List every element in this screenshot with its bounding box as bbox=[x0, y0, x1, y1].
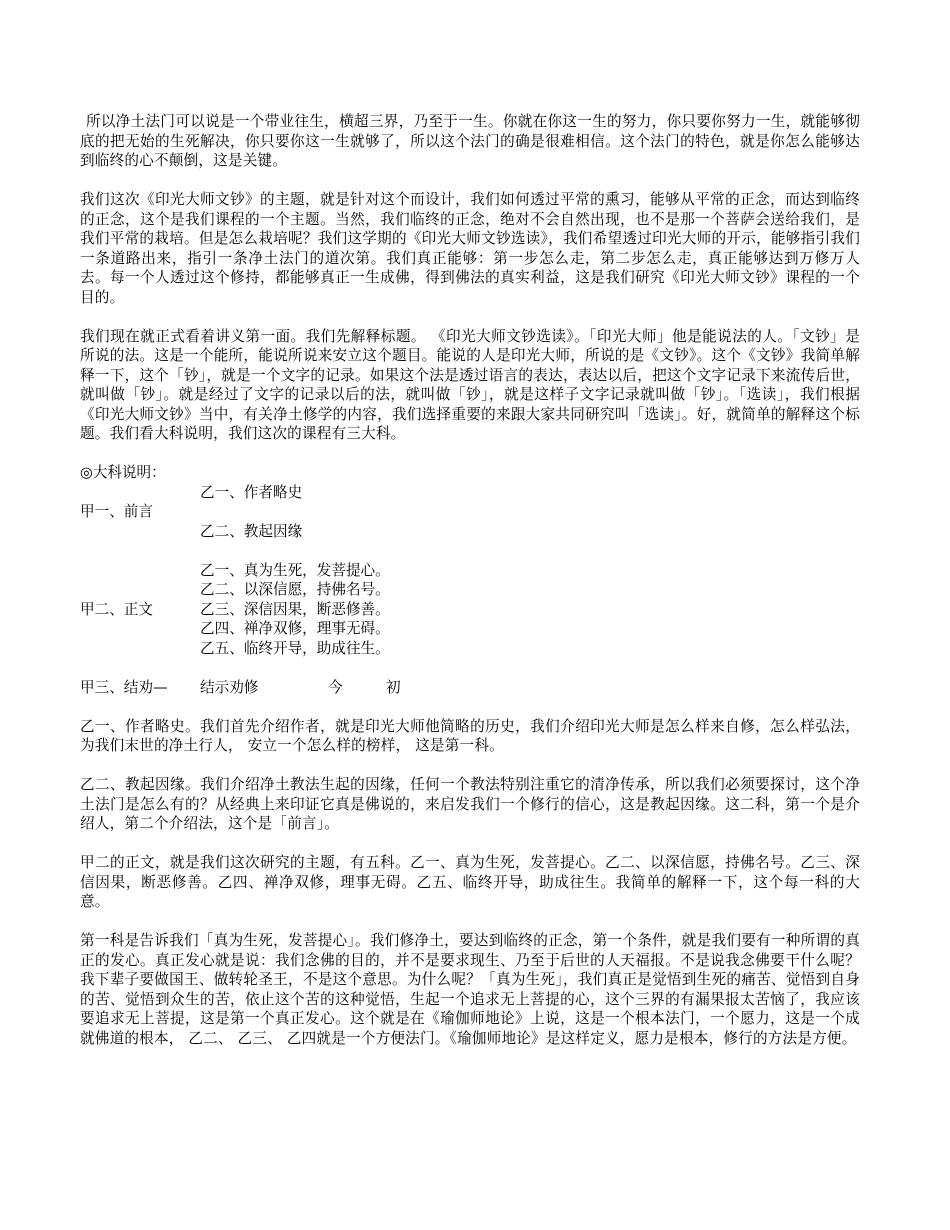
course-outline bbox=[80, 463, 860, 717]
paragraph-3: 我们现在就正式看着讲义第一面。我们先解释标题。 《印光大师文钞选读》。「印光大师」他是能说法的人。「文钞」是所说的法。这是一个能所，能说所说来安立这个题目。能说的人是印光大师，所说的是《文钞》。这个《文钞》我简单解释一下，这个「钞」，就是一个文字的记录。如果这个法是透过语言的表达，表达以后，把这个文字记录下来流传后世，就叫做「钞」。就是经过了文字的记录以后的法，就叫做「钞」，就是这样子文字记录就叫做「钞」。「选读」，我们根据《印光大师文钞》当中，有关净土修学的内容，我们选择重要的来跟大家共同研究叫「选读」。好，就简单的解释这个标题。我们看大科说明，我们这次的课程有三大科。 bbox=[80, 327, 860, 442]
outline-heading: ◎大科说明： bbox=[80, 464, 166, 481]
outline-item: 乙一、真为生死，发菩提心。 bbox=[200, 561, 390, 579]
outline-item: 乙五、临终开导，助成往生。 bbox=[200, 639, 390, 657]
outline-section-label: 甲三、结劝— bbox=[80, 678, 168, 696]
paragraph-1: 所以净土法门可以说是一个带业往生，横超三界，乃至于一生。你就在你这一生的努力，你只要你努力一生，就能够彻底的把无始的生死解决，你只要你这一生就够了，所以这个法门的确是很难相信。这个法门的特色，就是你怎么能够达到临终的心不颠倒，这是关键。 bbox=[80, 113, 860, 169]
outline-marker: 今 bbox=[328, 678, 343, 696]
outline-marker: 初 bbox=[386, 678, 401, 696]
paragraph-5: 乙二、教起因缘。我们介绍净土教法生起的因缘，任何一个教法特别注重它的清净传承，所以我们必须要探讨，这个净土法门是怎么有的？从经典上来印证它真是佛说的，来启发我们一个修行的信心，这是教起因缘。这二科，第一个是介绍人，第二个介绍法，这个是「前言」。 bbox=[80, 776, 860, 832]
document-page bbox=[80, 112, 860, 1048]
paragraph-7: 第一科是告诉我们「真为生死，发菩提心」。我们修净土，要达到临终的正念，第一个条件，就是我们要有一种所谓的真正的发心。真正发心就是说：我们念佛的目的，并不是要求现生、乃至于后世的人天福报。不是说我念佛要干什么呢？我下辈子要做国王、做转轮圣王，不是这个意思。为什么呢？「真为生死」，我们真正是觉悟到生死的痛苦、觉悟到自身的苦、觉悟到众生的苦，依止这个苦的这种觉悟，生起一个追求无上菩提的心，这个三界的有漏果报太苦恼了，我应该要追求无上菩提，这是第一个真正发心。这个就是在《瑜伽师地论》上说，这是一个根本法门，一个愿力，这是一个成就佛道的根本， 乙二、 乙三、 乙四就是一个方便法门。《瑜伽师地论》是这样定义，愿力是根本，修行的方法是方便。 bbox=[80, 932, 860, 1047]
outline-item: 乙四、禅净双修，理事无碍。 bbox=[200, 620, 390, 637]
outline-item: 结示劝修 bbox=[200, 678, 259, 696]
outline-item: 乙二、教起因缘 bbox=[200, 522, 303, 540]
outline-item: 乙三、深信因果，断恶修善。 bbox=[200, 600, 390, 618]
outline-section-label: 甲二、正文 bbox=[80, 600, 153, 618]
outline-section-label: 甲一、前言 bbox=[80, 503, 153, 520]
outline-item: 乙二、以深信愿，持佛名号。 bbox=[200, 581, 390, 598]
paragraph-2: 我们这次《印光大师文钞》的主题，就是针对这个而设计，我们如何透过平常的熏习，能够从平常的正念，而达到临终的正念，这个是我们课程的一个主题。当然，我们临终的正念，绝对不会自然出现，也不是那一个菩萨会送给我们，是我们平常的栽培。但是怎么栽培呢？我们这学期的《印光大师文钞选读》，我们希望透过印光大师的开示，能够指引我们一条道路出来，指引一条净土法门的道次第。我们真正能够：第一步怎么走，第二步怎么走，真正能够达到万修万人去。每一个人透过这个修持，都能够真正一生成佛，得到佛法的真实利益，这是我们研究《印光大师文钞》课程的一个目的。 bbox=[80, 191, 860, 306]
paragraph-6: 甲二的正文，就是我们这次研究的主题，有五科。乙一、真为生死，发菩提心。乙二、以深信愿，持佛名号。乙三、深信因果，断恶修善。乙四、禅净双修，理事无碍。乙五、临终开导，助成往生。我简单的解释一下，这个每一科的大意。 bbox=[80, 854, 860, 910]
outline-item: 乙一、作者略史 bbox=[200, 483, 303, 501]
paragraph-4: 乙一、作者略史。我们首先介绍作者，就是印光大师他简略的历史，我们介绍印光大师是怎么样来自修，怎么样弘法，为我们末世的净土行人， 安立一个怎么样的榜样， 这是第一科。 bbox=[80, 717, 860, 754]
